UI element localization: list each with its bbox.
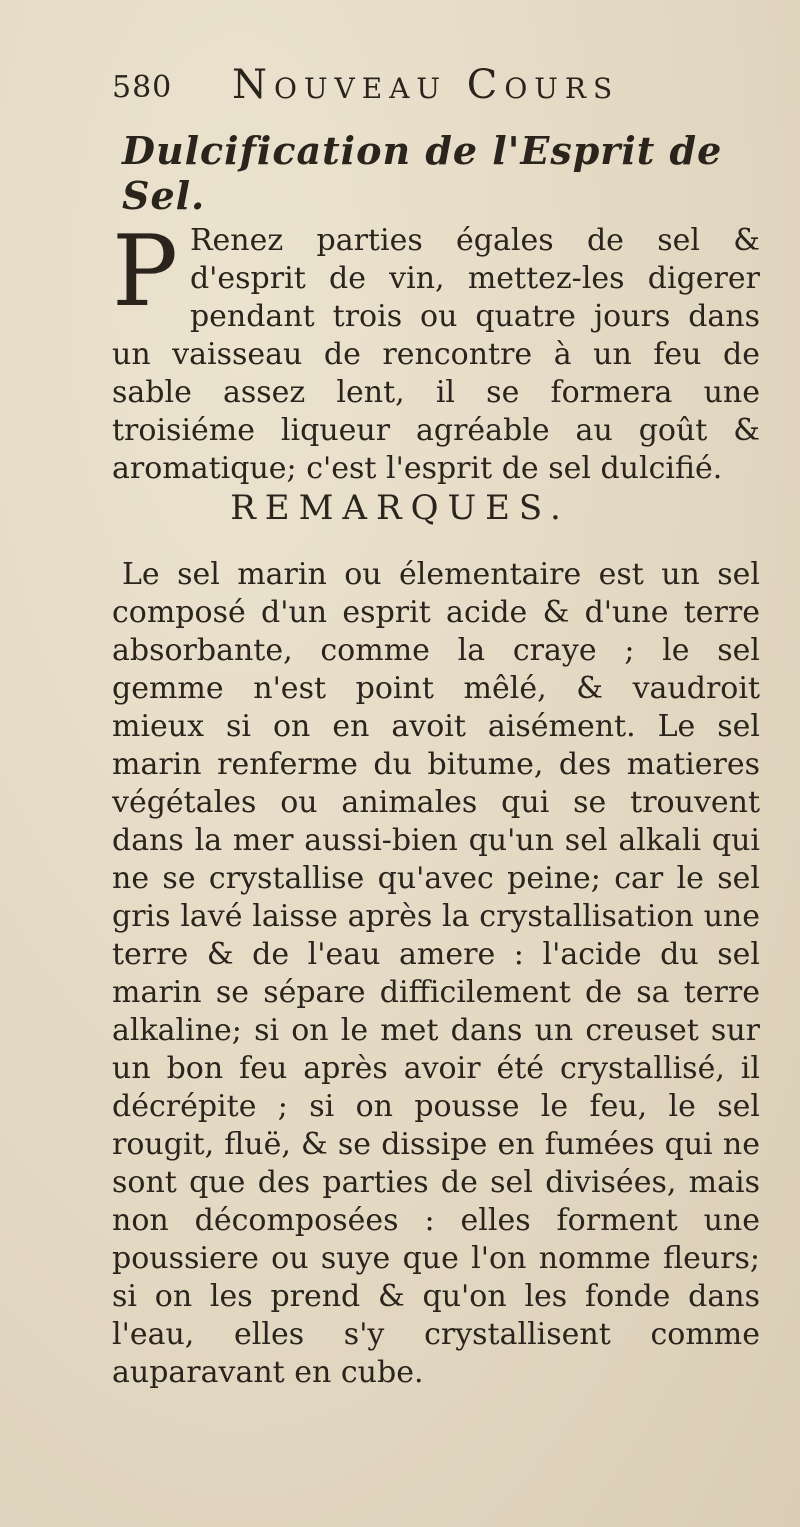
running-head: Nouveau Cours: [232, 62, 620, 108]
paragraph-remarques: Le sel marin ou élementaire est un sel composé d'un esprit acide & d'une terre absorbante, comme la craye ; le sel gemme n'est point mêlé, & vaudroit mieux si on en avoit aisément. Le sel marin renferme du bitume, des matieres végétales ou animales qui se trouvent dans la mer aussi-bien qu'un sel alkali qui ne se crystallise qu'avec peine; car le sel gris lavé laisse après la crystallisation une terre & de l'eau amere : l'acide du sel marin se sépare difficilement de sa terre alkaline; si on le met dans un creuset sur un bon feu après avoir été crystallisé, il décrépite ; si on pousse le feu, le sel rougit, fluë, & se dissipe en fumées qui ne sont que des parties de sel divisées, mais non décomposées : elles forment une poussiere ou suye que l'on nomme fleurs; si on les prend & qu'on les fonde dans l'eau, elles s'y crystallisent comme auparavant en cube.: [112, 557, 760, 1390]
section-title: Dulcification de l'Esprit de Sel.: [122, 128, 723, 218]
drop-cap: P: [112, 215, 178, 329]
paragraph-instructions: [112, 215, 760, 488]
page-header: [0, 62, 800, 112]
remarques-heading: REMARQUES.: [230, 488, 570, 528]
paragraph-instructions-text: Renez parties égales de sel & d'esprit de vin, mettez-les digerer pendant trois ou quatre jours dans un vaisseau de rencontre à un feu de sable assez lent, il se formera une troisiéme liqueur agréable au goût & aromatique; c'est l'esprit de sel dulcifié.: [112, 223, 760, 486]
page-number: 580: [112, 70, 173, 105]
